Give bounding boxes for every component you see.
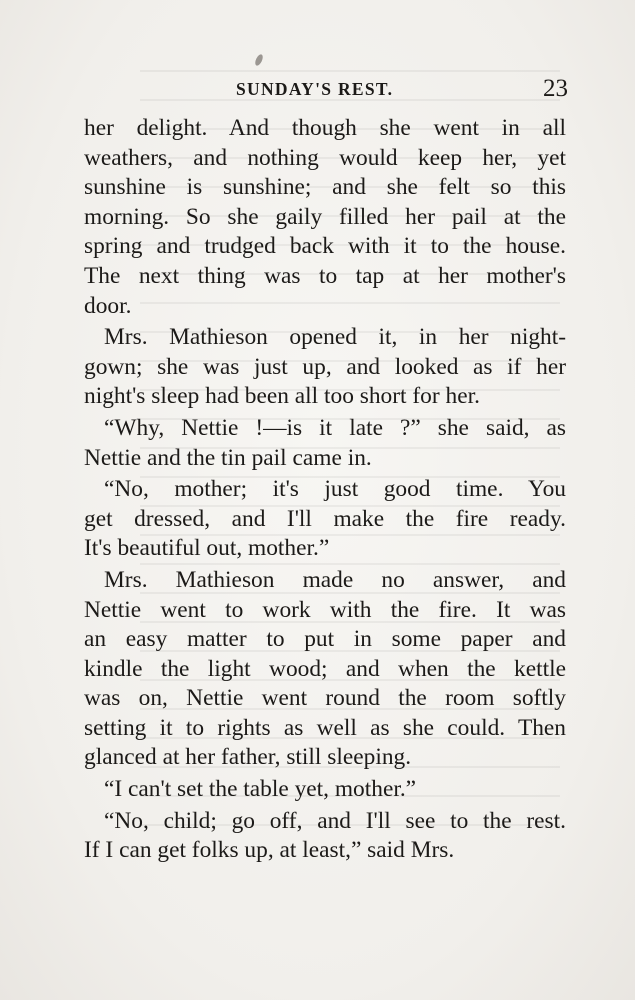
text-line: Nettie went to work with the fire. It was — [84, 596, 566, 623]
text-line: kindle the light wood; and when the kettle — [84, 655, 566, 682]
paragraph — [84, 475, 566, 564]
text-line: get dressed, and I'll make the fire ready. — [84, 505, 566, 532]
text-line: sunshine is sunshine; and she felt so this — [84, 174, 566, 201]
ink-speck — [254, 53, 265, 66]
text-line: weathers, and nothing would keep her, yet — [84, 144, 566, 171]
text-line: Nettie and the tin pail came in. — [84, 444, 372, 471]
paragraph — [84, 775, 566, 805]
paragraph — [84, 807, 566, 866]
page-number: 23 — [543, 75, 568, 102]
page-header — [86, 72, 568, 106]
paragraph — [84, 414, 566, 473]
text-line: It's beautiful out, mother.” — [84, 535, 330, 562]
body-text — [84, 114, 566, 866]
text-line: spring and trudged back with it to the house. — [84, 233, 566, 260]
text-line: Mrs. Mathieson opened it, in her night- — [104, 324, 566, 351]
text-line: door. — [84, 292, 132, 319]
text-line: If I can get folks up, at least,” said Mrs. — [84, 837, 455, 864]
text-line: night's sleep had been all too short for her. — [84, 383, 480, 410]
text-line: Mrs. Mathieson made no answer, and — [104, 566, 566, 593]
text-line: an easy matter to put in some paper and — [84, 626, 566, 653]
paragraph — [84, 566, 566, 773]
text-line: morning. So she gaily filled her pail at the — [84, 203, 566, 230]
text-line: glanced at her father, still sleeping. — [84, 744, 412, 771]
text-line: The next thing was to tap at her mother's — [84, 262, 566, 289]
paragraph — [84, 323, 566, 412]
text-line: “I can't set the table yet, mother.” — [104, 776, 417, 803]
running-title: SUNDAY'S REST. — [236, 79, 394, 99]
text-line: her delight. And though she went in all — [84, 115, 566, 141]
text-line: “No, mother; it's just good time. You — [104, 476, 566, 503]
text-line: “Why, Nettie !—is it late ?” she said, as — [104, 414, 566, 441]
text-line: “No, child; go off, and I'll see to the rest. — [104, 807, 566, 834]
text-line: setting it to rights as well as she could. Then — [84, 714, 566, 741]
text-line: gown; she was just up, and looked as if her — [84, 353, 566, 380]
paragraph — [84, 114, 566, 321]
text-line: was on, Nettie went round the room softly — [84, 685, 566, 712]
